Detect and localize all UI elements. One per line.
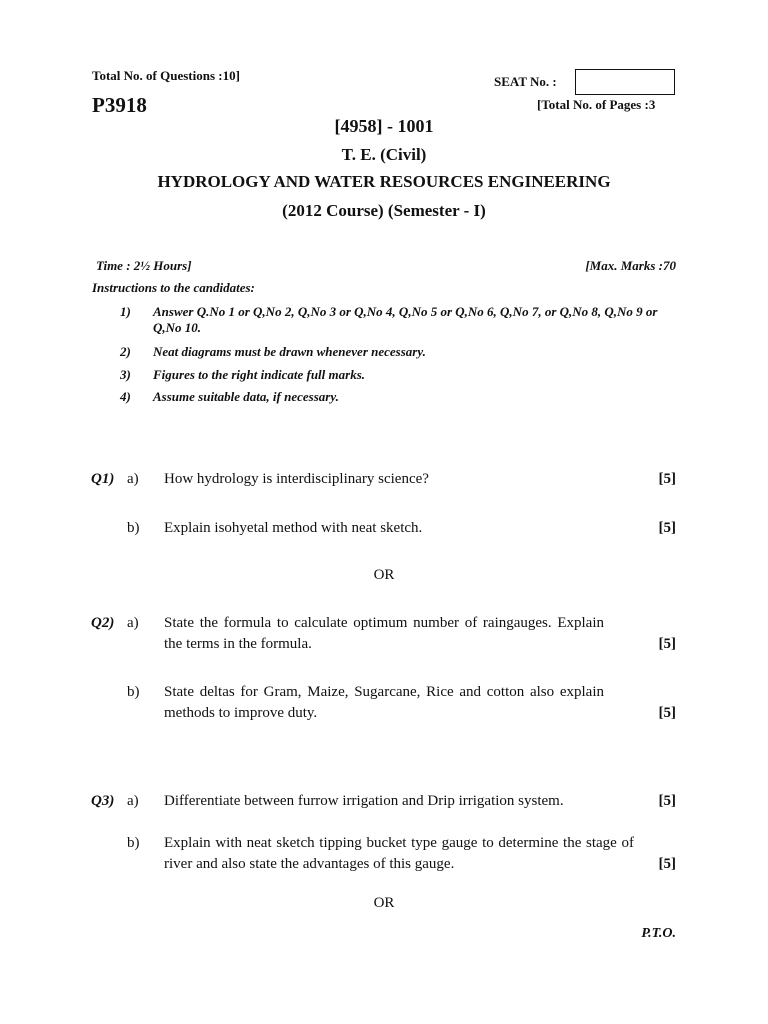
question-2a-part: a)	[127, 615, 139, 631]
instruction-number: 4)	[120, 389, 131, 404]
seat-number-label: SEAT No. :	[494, 74, 557, 89]
question-2a-marks: [5]	[658, 636, 676, 652]
instructions-heading: Instructions to the candidates:	[92, 280, 255, 295]
question-3b-part: b)	[127, 835, 140, 851]
seat-number-box	[575, 69, 675, 95]
question-1b-text: Explain isohyetal method with neat sketch.	[164, 520, 423, 536]
instruction-number: 3)	[120, 367, 131, 382]
instruction-text: Figures to the right indicate full marks.	[153, 367, 366, 382]
semester-line: (2012 Course) (Semester - I)	[282, 201, 486, 220]
question-3-label: Q3)	[91, 793, 115, 809]
subject-title: HYDROLOGY AND WATER RESOURCES ENGINEERING	[157, 172, 611, 191]
question-1b-part: b)	[127, 520, 140, 536]
question-3b-marks: [5]	[658, 856, 676, 872]
question-1a-text: How hydrology is interdisciplinary science?	[164, 471, 429, 487]
total-pages: [Total No. of Pages :3	[537, 97, 656, 112]
question-1b-marks: [5]	[658, 520, 676, 536]
question-2b-text: State deltas for Gram, Maize, Sugarcane, Rice and cotton also explain methods to improve duty.	[164, 684, 604, 721]
paper-code: P3918	[92, 93, 147, 117]
question-2-label: Q2)	[91, 615, 115, 631]
instruction-text: Neat diagrams must be drawn whenever necessary.	[153, 344, 426, 359]
question-3b-text: Explain with neat sketch tipping bucket type gauge to determine the stage of river and also state the advantages of this gauge.	[164, 835, 634, 872]
question-3a-text: Differentiate between furrow irrigation and Drip irrigation system.	[164, 793, 564, 809]
total-questions: Total No. of Questions :10]	[92, 68, 240, 83]
instruction-number: 2)	[120, 344, 131, 359]
exam-time: Time : 2½ Hours]	[96, 258, 192, 273]
exam-code: [4958] - 1001	[334, 116, 434, 136]
course-title: T. E. (Civil)	[341, 145, 427, 164]
please-turn-over: P.T.O.	[641, 926, 676, 941]
instruction-number: 1)	[120, 304, 131, 319]
question-3a-part: a)	[127, 793, 139, 809]
question-1a-marks: [5]	[658, 471, 676, 487]
question-2a-text: State the formula to calculate optimum number of raingauges. Explain the terms in the formula.	[164, 615, 604, 652]
or-separator: OR	[373, 567, 395, 583]
question-1-label: Q1)	[91, 471, 115, 487]
question-3a-marks: [5]	[658, 793, 676, 809]
or-separator: OR	[373, 895, 395, 911]
question-1a-part: a)	[127, 471, 139, 487]
question-2b-part: b)	[127, 684, 140, 700]
max-marks: [Max. Marks :70	[585, 258, 676, 273]
question-2b-marks: [5]	[658, 705, 676, 721]
instruction-text: Answer Q.No 1 or Q,No 2, Q,No 3 or Q,No 4, Q,No 5 or Q,No 6, Q,No 7, or Q,No 8, Q,No 9 or Q,No 10.	[153, 304, 658, 335]
instruction-text: Assume suitable data, if necessary.	[153, 389, 339, 404]
